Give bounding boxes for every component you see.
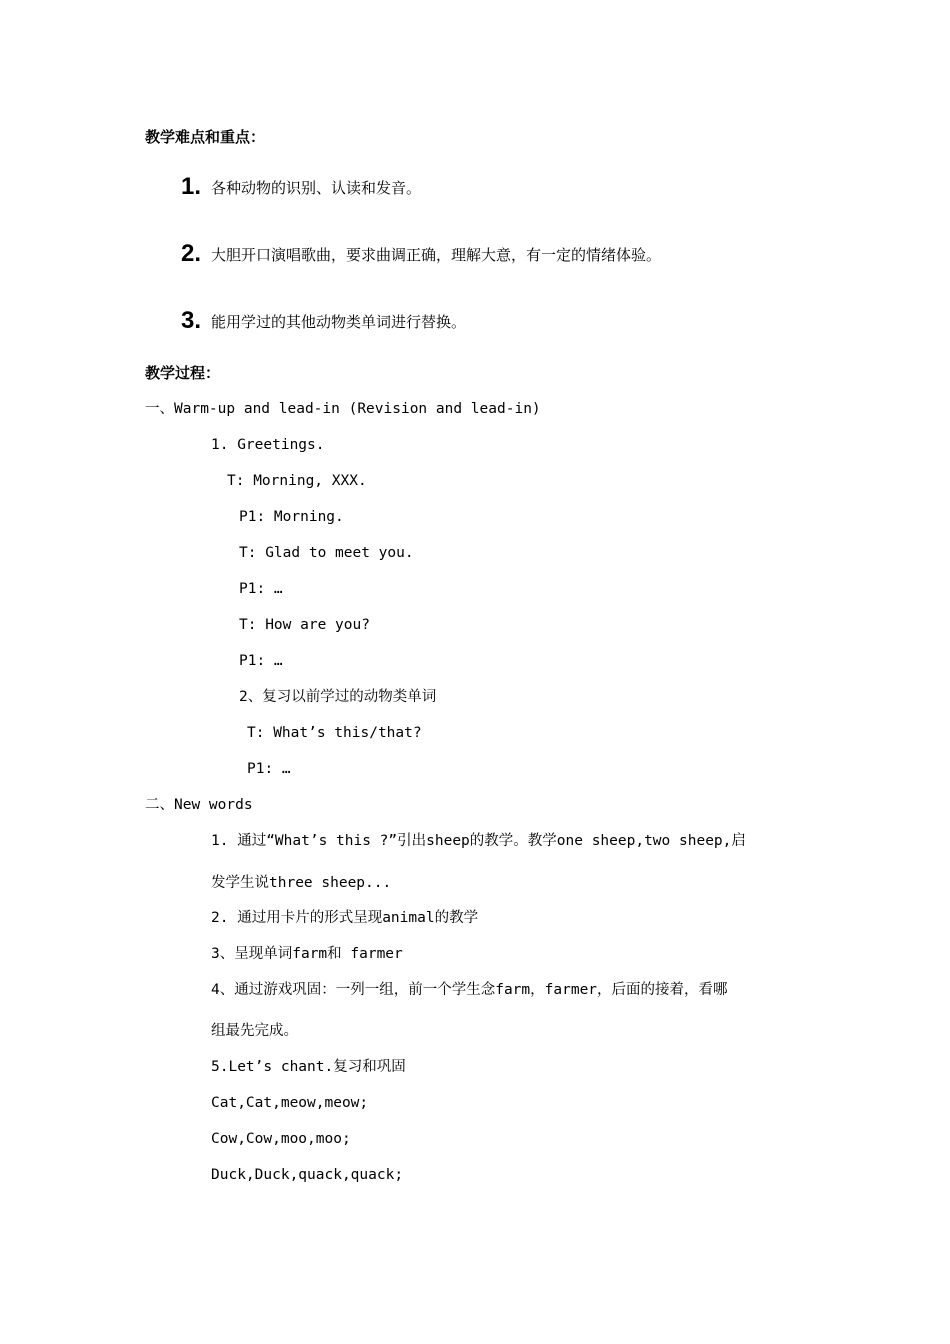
difficulty-text-1: 各种动物的识别、认读和发音。	[211, 179, 422, 197]
difficulty-text-3: 能用学过的其他动物类单词进行替换。	[211, 313, 467, 331]
chant-line: Cow,Cow,moo,moo;	[211, 1131, 351, 1147]
new-words-line: 发学生说three sheep...	[211, 875, 392, 891]
section-title-warmup: 一、Warm-up and lead-in (Revision and lead-in)	[145, 401, 541, 417]
warmup-line: T: How are you?	[239, 617, 370, 633]
difficulty-number-1: 1.	[181, 173, 202, 200]
process-heading: 教学过程：	[145, 364, 221, 382]
new-words-line: 1. 通过“What’s this ?”引出sheep的教学。教学one sheep,two sheep,启	[211, 833, 746, 849]
difficulty-text-2: 大胆开口演唱歌曲，要求曲调正确，理解大意，有一定的情绪体验。	[211, 246, 662, 264]
warmup-line: T: Morning, XXX.	[227, 473, 367, 489]
difficulties-heading: 教学难点和重点：	[145, 128, 266, 146]
warmup-line: 1. Greetings.	[211, 437, 325, 453]
new-words-line: 3、呈现单词farm和 farmer	[211, 946, 403, 962]
new-words-line: 5.Let’s chant.复习和巩固	[211, 1059, 406, 1075]
warmup-line: T: Glad to meet you.	[239, 545, 414, 561]
warmup-line: P1: Morning.	[239, 509, 344, 525]
chant-line: Cat,Cat,meow,meow;	[211, 1095, 369, 1111]
warmup-line: P1: …	[239, 653, 283, 669]
new-words-line: 组最先完成。	[211, 1023, 298, 1039]
new-words-line: 2. 通过用卡片的形式呈现animal的教学	[211, 910, 479, 926]
difficulty-number-2: 2.	[181, 240, 202, 267]
new-words-line: 4、通过游戏巩固：一列一组，前一个学生念farm，farmer，后面的接着，看哪	[211, 982, 728, 998]
warmup-line: P1: …	[247, 761, 291, 777]
warmup-line: P1: …	[239, 581, 283, 597]
chant-line: Duck,Duck,quack,quack;	[211, 1167, 404, 1183]
difficulty-number-3: 3.	[181, 307, 202, 334]
warmup-line: 2、复习以前学过的动物类单词	[239, 689, 437, 705]
section-title-new-words: 二、New words	[145, 797, 253, 813]
warmup-line: T: What’s this/that?	[247, 725, 422, 741]
